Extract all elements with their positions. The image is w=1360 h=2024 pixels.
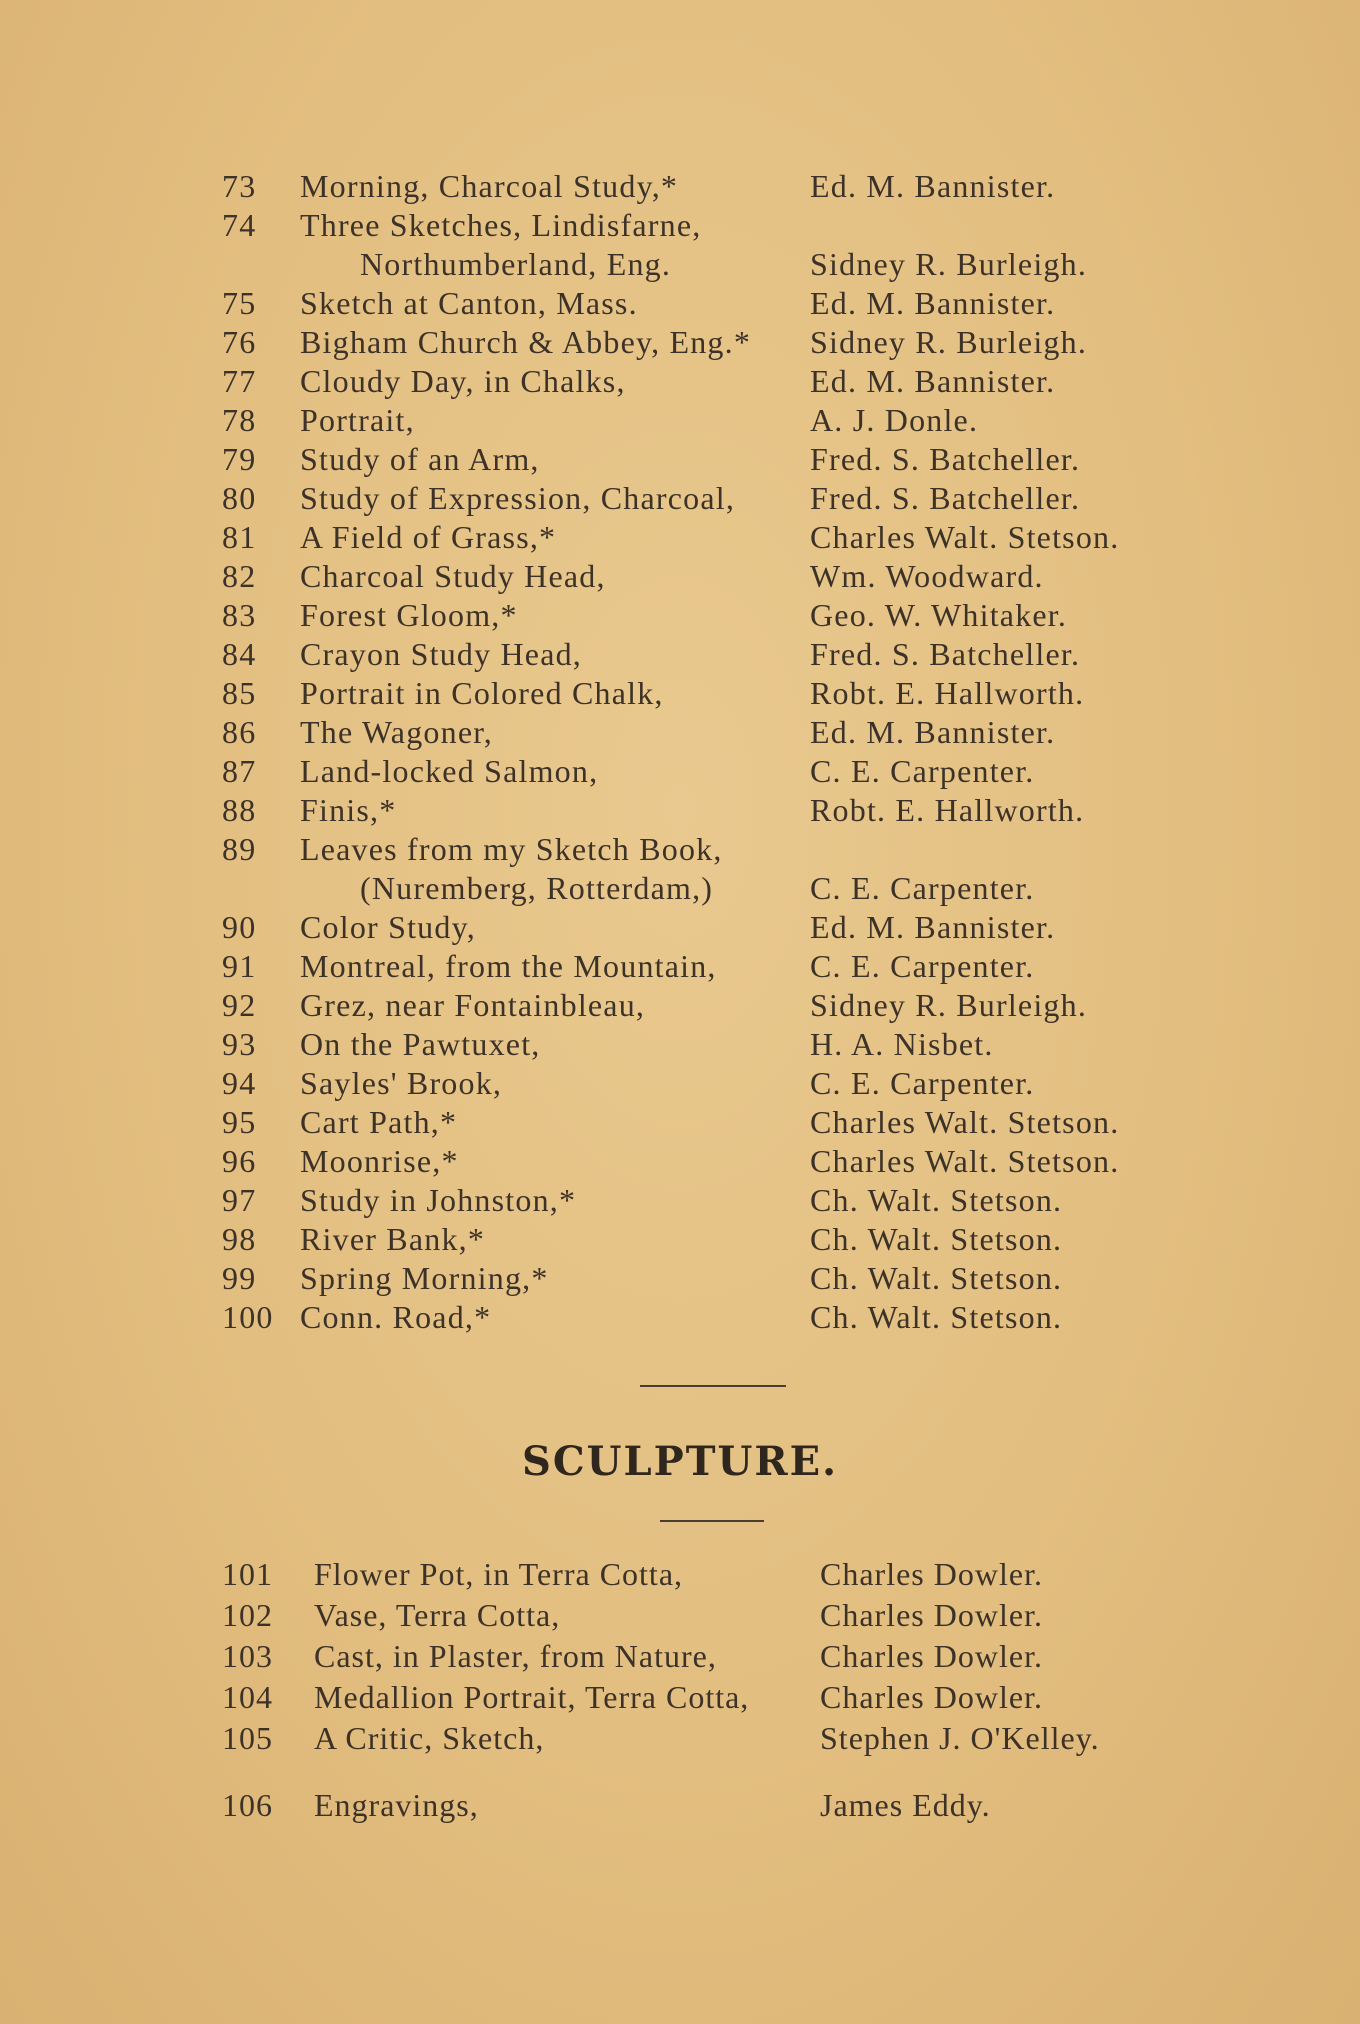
entry-number: 80 bbox=[222, 480, 257, 516]
entry-number: 102 bbox=[222, 1597, 273, 1633]
entry-artist: Charles Walt. Stetson. bbox=[810, 1104, 1120, 1140]
entry-title: Charcoal Study Head, bbox=[300, 558, 606, 594]
catalog-entry bbox=[0, 207, 1360, 246]
entry-title: Medallion Portrait, Terra Cotta, bbox=[314, 1679, 750, 1715]
entry-artist: Stephen J. O'Kelley. bbox=[820, 1720, 1100, 1756]
entry-artist: Fred. S. Batcheller. bbox=[810, 480, 1081, 516]
entry-number: 84 bbox=[222, 636, 257, 672]
entry-title: Study in Johnston,* bbox=[300, 1182, 577, 1218]
catalog-entry bbox=[0, 441, 1360, 480]
entry-artist: Ed. M. Bannister. bbox=[810, 168, 1056, 204]
catalog-entry bbox=[0, 558, 1360, 597]
entry-number: 104 bbox=[222, 1679, 273, 1715]
entry-artist: Ch. Walt. Stetson. bbox=[810, 1221, 1063, 1257]
entry-artist: Charles Walt. Stetson. bbox=[810, 1143, 1120, 1179]
sculpture-entry bbox=[0, 1556, 1360, 1597]
entry-artist: Ed. M. Bannister. bbox=[810, 285, 1056, 321]
sculpture-list bbox=[0, 1556, 1360, 1828]
entry-number: 92 bbox=[222, 987, 257, 1023]
entry-artist: Ch. Walt. Stetson. bbox=[810, 1260, 1063, 1296]
entry-title: Land-locked Salmon, bbox=[300, 753, 599, 789]
entry-artist: Sidney R. Burleigh. bbox=[810, 987, 1088, 1023]
entry-title: Forest Gloom,* bbox=[300, 597, 518, 633]
entry-title: A Critic, Sketch, bbox=[314, 1720, 545, 1756]
sculpture-entry bbox=[0, 1679, 1360, 1720]
catalog-entry bbox=[0, 1065, 1360, 1104]
entry-title: (Nuremberg, Rotterdam,) bbox=[360, 870, 714, 906]
entry-number: 94 bbox=[222, 1065, 257, 1101]
entry-number: 83 bbox=[222, 597, 257, 633]
entry-title: A Field of Grass,* bbox=[300, 519, 557, 555]
entry-artist: Charles Walt. Stetson. bbox=[810, 519, 1120, 555]
entry-artist: James Eddy. bbox=[820, 1787, 991, 1823]
entry-artist: Charles Dowler. bbox=[820, 1556, 1043, 1592]
entry-title: The Wagoner, bbox=[300, 714, 493, 750]
catalog-entry bbox=[0, 714, 1360, 753]
entry-artist: C. E. Carpenter. bbox=[810, 870, 1035, 906]
entry-title: Portrait in Colored Chalk, bbox=[300, 675, 664, 711]
entry-number: 97 bbox=[222, 1182, 257, 1218]
entry-title: Flower Pot, in Terra Cotta, bbox=[314, 1556, 684, 1592]
entry-artist: Ed. M. Bannister. bbox=[810, 909, 1056, 945]
catalog-entry bbox=[0, 987, 1360, 1026]
catalog-entry bbox=[0, 597, 1360, 636]
entry-title: Study of Expression, Charcoal, bbox=[300, 480, 736, 516]
sculpture-heading: SCULPTURE. bbox=[521, 1438, 839, 1485]
catalog-list bbox=[0, 168, 1360, 1338]
entry-artist: Fred. S. Batcheller. bbox=[810, 441, 1081, 477]
entry-number: 89 bbox=[222, 831, 257, 867]
entry-title: Northumberland, Eng. bbox=[360, 246, 672, 282]
entry-artist: Robt. E. Hallworth. bbox=[810, 792, 1085, 828]
entry-number: 87 bbox=[222, 753, 257, 789]
entry-title: Finis,* bbox=[300, 792, 397, 828]
entry-artist: Wm. Woodward. bbox=[810, 558, 1044, 594]
entry-number: 100 bbox=[222, 1299, 274, 1335]
section-divider-top bbox=[640, 1385, 786, 1387]
catalog-entry bbox=[0, 1182, 1360, 1221]
entry-title: On the Pawtuxet, bbox=[300, 1026, 541, 1062]
entry-artist: Charles Dowler. bbox=[820, 1638, 1043, 1674]
entry-number: 86 bbox=[222, 714, 257, 750]
entry-number: 96 bbox=[222, 1143, 257, 1179]
catalog-entry bbox=[0, 1260, 1360, 1299]
entry-title: Morning, Charcoal Study,* bbox=[300, 168, 679, 204]
catalog-entry bbox=[0, 792, 1360, 831]
entry-number: 78 bbox=[222, 402, 257, 438]
section-divider-bottom bbox=[660, 1520, 764, 1522]
entry-number: 85 bbox=[222, 675, 257, 711]
entry-title: Vase, Terra Cotta, bbox=[314, 1597, 561, 1633]
entry-number: 98 bbox=[222, 1221, 257, 1257]
sculpture-entry bbox=[0, 1638, 1360, 1679]
entry-number: 74 bbox=[222, 207, 257, 243]
entry-title: Cloudy Day, in Chalks, bbox=[300, 363, 626, 399]
entry-number: 93 bbox=[222, 1026, 257, 1062]
entry-title: Three Sketches, Lindisfarne, bbox=[300, 207, 702, 243]
entry-artist: Ch. Walt. Stetson. bbox=[810, 1299, 1063, 1335]
entry-title: Sayles' Brook, bbox=[300, 1065, 503, 1101]
sculpture-entry bbox=[0, 1720, 1360, 1761]
entry-title: Spring Morning,* bbox=[300, 1260, 549, 1296]
entry-title: Conn. Road,* bbox=[300, 1299, 492, 1335]
entry-title: Portrait, bbox=[300, 402, 415, 438]
sculpture-entry bbox=[0, 1597, 1360, 1638]
entry-number: 95 bbox=[222, 1104, 257, 1140]
entry-artist: Charles Dowler. bbox=[820, 1597, 1043, 1633]
entry-title: Sketch at Canton, Mass. bbox=[300, 285, 638, 321]
catalog-entry bbox=[0, 1143, 1360, 1182]
entry-artist: A. J. Donle. bbox=[810, 402, 979, 438]
entry-number: 105 bbox=[222, 1720, 273, 1756]
entry-title: Bigham Church & Abbey, Eng.* bbox=[300, 324, 752, 360]
entry-artist: H. A. Nisbet. bbox=[810, 1026, 994, 1062]
entry-number: 73 bbox=[222, 168, 257, 204]
entry-number: 79 bbox=[222, 441, 257, 477]
catalog-entry bbox=[0, 675, 1360, 714]
catalog-entry bbox=[0, 402, 1360, 441]
entry-number: 77 bbox=[222, 363, 257, 399]
entry-artist: Geo. W. Whitaker. bbox=[810, 597, 1068, 633]
entry-number: 81 bbox=[222, 519, 257, 555]
entry-artist: Ed. M. Bannister. bbox=[810, 363, 1056, 399]
catalog-entry bbox=[0, 285, 1360, 324]
catalog-entry bbox=[0, 519, 1360, 558]
entry-artist: Robt. E. Hallworth. bbox=[810, 675, 1085, 711]
catalog-entry bbox=[0, 324, 1360, 363]
entry-title: Montreal, from the Mountain, bbox=[300, 948, 717, 984]
catalog-entry bbox=[0, 1299, 1360, 1338]
entry-artist: Sidney R. Burleigh. bbox=[810, 324, 1088, 360]
entry-title: Leaves from my Sketch Book, bbox=[300, 831, 723, 867]
entry-number: 103 bbox=[222, 1638, 273, 1674]
entry-number: 88 bbox=[222, 792, 257, 828]
catalog-entry bbox=[0, 909, 1360, 948]
entry-artist: C. E. Carpenter. bbox=[810, 948, 1035, 984]
entry-title: Cast, in Plaster, from Nature, bbox=[314, 1638, 717, 1674]
catalog-entry bbox=[0, 1026, 1360, 1065]
entry-artist: Fred. S. Batcheller. bbox=[810, 636, 1081, 672]
catalog-entry bbox=[0, 636, 1360, 675]
entry-title: Crayon Study Head, bbox=[300, 636, 583, 672]
catalog-entry-continuation bbox=[0, 246, 1360, 285]
entry-number: 76 bbox=[222, 324, 257, 360]
catalog-entry bbox=[0, 1221, 1360, 1260]
entry-title: River Bank,* bbox=[300, 1221, 486, 1257]
entry-artist: C. E. Carpenter. bbox=[810, 753, 1035, 789]
entry-number: 106 bbox=[222, 1787, 273, 1823]
entry-artist: C. E. Carpenter. bbox=[810, 1065, 1035, 1101]
entry-title: Grez, near Fontainbleau, bbox=[300, 987, 646, 1023]
entry-title: Cart Path,* bbox=[300, 1104, 458, 1140]
entry-title: Engravings, bbox=[314, 1787, 479, 1823]
entry-number: 75 bbox=[222, 285, 257, 321]
catalog-entry bbox=[0, 363, 1360, 402]
entry-number: 99 bbox=[222, 1260, 257, 1296]
entry-artist: Ed. M. Bannister. bbox=[810, 714, 1056, 750]
entry-number: 90 bbox=[222, 909, 257, 945]
entry-number: 91 bbox=[222, 948, 257, 984]
entry-title: Study of an Arm, bbox=[300, 441, 540, 477]
sculpture-entry bbox=[0, 1787, 1360, 1828]
entry-artist: Charles Dowler. bbox=[820, 1679, 1043, 1715]
entry-number: 82 bbox=[222, 558, 257, 594]
catalog-entry-continuation bbox=[0, 870, 1360, 909]
catalog-entry bbox=[0, 1104, 1360, 1143]
entry-artist: Ch. Walt. Stetson. bbox=[810, 1182, 1063, 1218]
entry-number: 101 bbox=[222, 1556, 273, 1592]
entry-title: Color Study, bbox=[300, 909, 476, 945]
entry-title: Moonrise,* bbox=[300, 1143, 459, 1179]
catalog-entry bbox=[0, 168, 1360, 207]
entry-artist: Sidney R. Burleigh. bbox=[810, 246, 1088, 282]
catalog-entry bbox=[0, 480, 1360, 519]
catalog-entry bbox=[0, 831, 1360, 870]
catalog-entry bbox=[0, 948, 1360, 987]
catalog-entry bbox=[0, 753, 1360, 792]
